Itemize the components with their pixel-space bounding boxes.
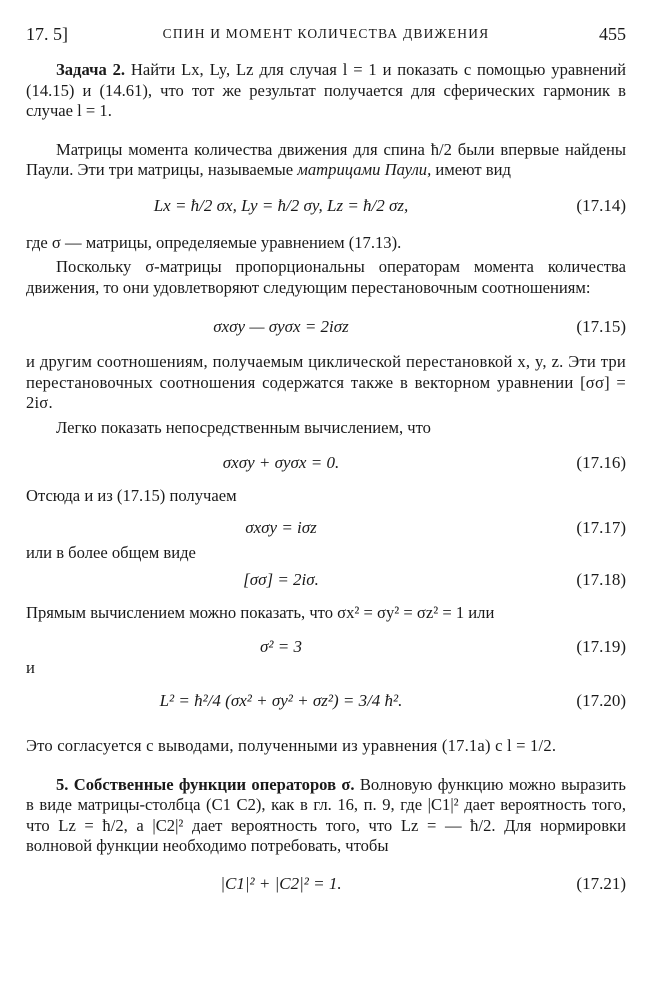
paragraph-commutation [26,257,626,298]
book-page [26,20,626,899]
equation-number: (17.21) [576,873,626,893]
paragraph-text: Волновую функцию можно выразить в виде матрицы-столбца (C1 C2), как в гл. 16, п. 9, [26,774,626,814]
paragraph-text: Поскольку σ-матрицы пропорциональны операторам момента количества движения, то они удовлетворяют следующим перестановочным соотношениям: [26,257,626,297]
paragraph-text: где σ — матрицы, определяемые уравнением (17.13). [26,232,402,252]
equation-number: (17.20) [576,691,626,710]
equation-formula: [σσ] = 2iσ. [243,570,319,589]
equation-17-17 [26,513,626,543]
equation-17-16 [26,448,626,478]
paragraph-text: или в более общем виде [26,542,196,562]
task-text: Найти Lx, Ly, Lz для случая l = 1 и показать с помощью уравнений (14.15) и (14.61), что тот же результат получается для сферических гармоник в случае l = 1. [26,60,626,120]
running-header [26,20,626,50]
paragraph-text: и другим соотношениям, получаемым циклической перестановкой x, y, z. Эти три перестановочных соотношения содержатся также в векторном уравнении [σσ] = 2iσ. [26,352,626,412]
equation-formula: σxσy = iσz [245,517,317,537]
paragraph-text: Прямым вычислением можно показать, что σx² = σy² = σz² = 1 или [26,603,495,622]
task-label: Задача 2. [56,60,126,79]
running-title: СПИН И МОМЕНТ КОЛИЧЕСТВА ДВИЖЕНИЯ [162,26,490,41]
equation-number: (17.18) [576,570,626,589]
section-heading: 5. Собственные функции операторов σ. [56,774,355,794]
task-paragraph [26,60,626,122]
paragraph-text: и [26,657,35,677]
paragraph-text: имеют вид [435,160,511,179]
equation-17-21 [26,869,626,899]
equation-formula: |C1|² + |C2|² = 1. [220,873,342,893]
paragraph-cyclic [26,352,626,414]
equation-formula: σxσy — σyσx = 2iσz [213,317,349,336]
paragraph-text: Это согласуется с выводами, полученными из уравнения (17.1а) с l = 1/2. [26,736,557,755]
paragraph-agrees [26,736,626,757]
paragraph-text: Легко показать непосредственным вычислением, что [56,417,431,437]
equation-formula: σ² = 3 [260,636,302,656]
paragraph-sigma-def [26,233,626,254]
equation-number: (17.17) [576,517,626,537]
equation-formula: Lx = ħ/2 σx, Ly = ħ/2 σy, Lz = ħ/2 σz, [153,195,409,215]
equation-formula: L² = ħ²/4 (σx² + σy² + σz²) = 3/4 ħ². [159,691,403,710]
equation-formula: σxσy + σyσx = 0. [222,453,340,472]
pauli-term: матрицами Паули, [297,160,432,179]
equation-number: (17.16) [576,453,626,472]
paragraph-general [26,543,626,564]
paragraph-pauli [26,140,626,181]
paragraph-hence [26,486,626,507]
paragraph-square [26,603,626,624]
equation-17-19 [26,632,626,662]
equation-17-20 [26,680,626,722]
section-5-paragraph [26,775,626,857]
equation-number: (17.19) [576,636,626,656]
paragraph-direct [26,418,626,439]
equation-17-18 [26,565,626,595]
equation-17-15 [26,312,626,342]
section-number: 17. 5] [26,24,68,44]
page-number: 455 [599,24,626,44]
paragraph-text: Отсюда и из (17.15) получаем [26,486,237,505]
paragraph-text: где |C1|² дает вероятность того, что Lz = ħ/2, а |C2|² дает вероятность того, что Lz = — ħ/2. Для нормировки волновой функции необходимо потребовать, чтобы [26,795,626,855]
paragraph-text: Матрицы момента количества движения для спина ħ/2 были впервые найдены Паули. Эти три матрицы, называемые [26,139,626,179]
equation-number: (17.14) [576,195,626,215]
equation-17-14 [26,185,626,227]
equation-number: (17.15) [576,317,626,336]
